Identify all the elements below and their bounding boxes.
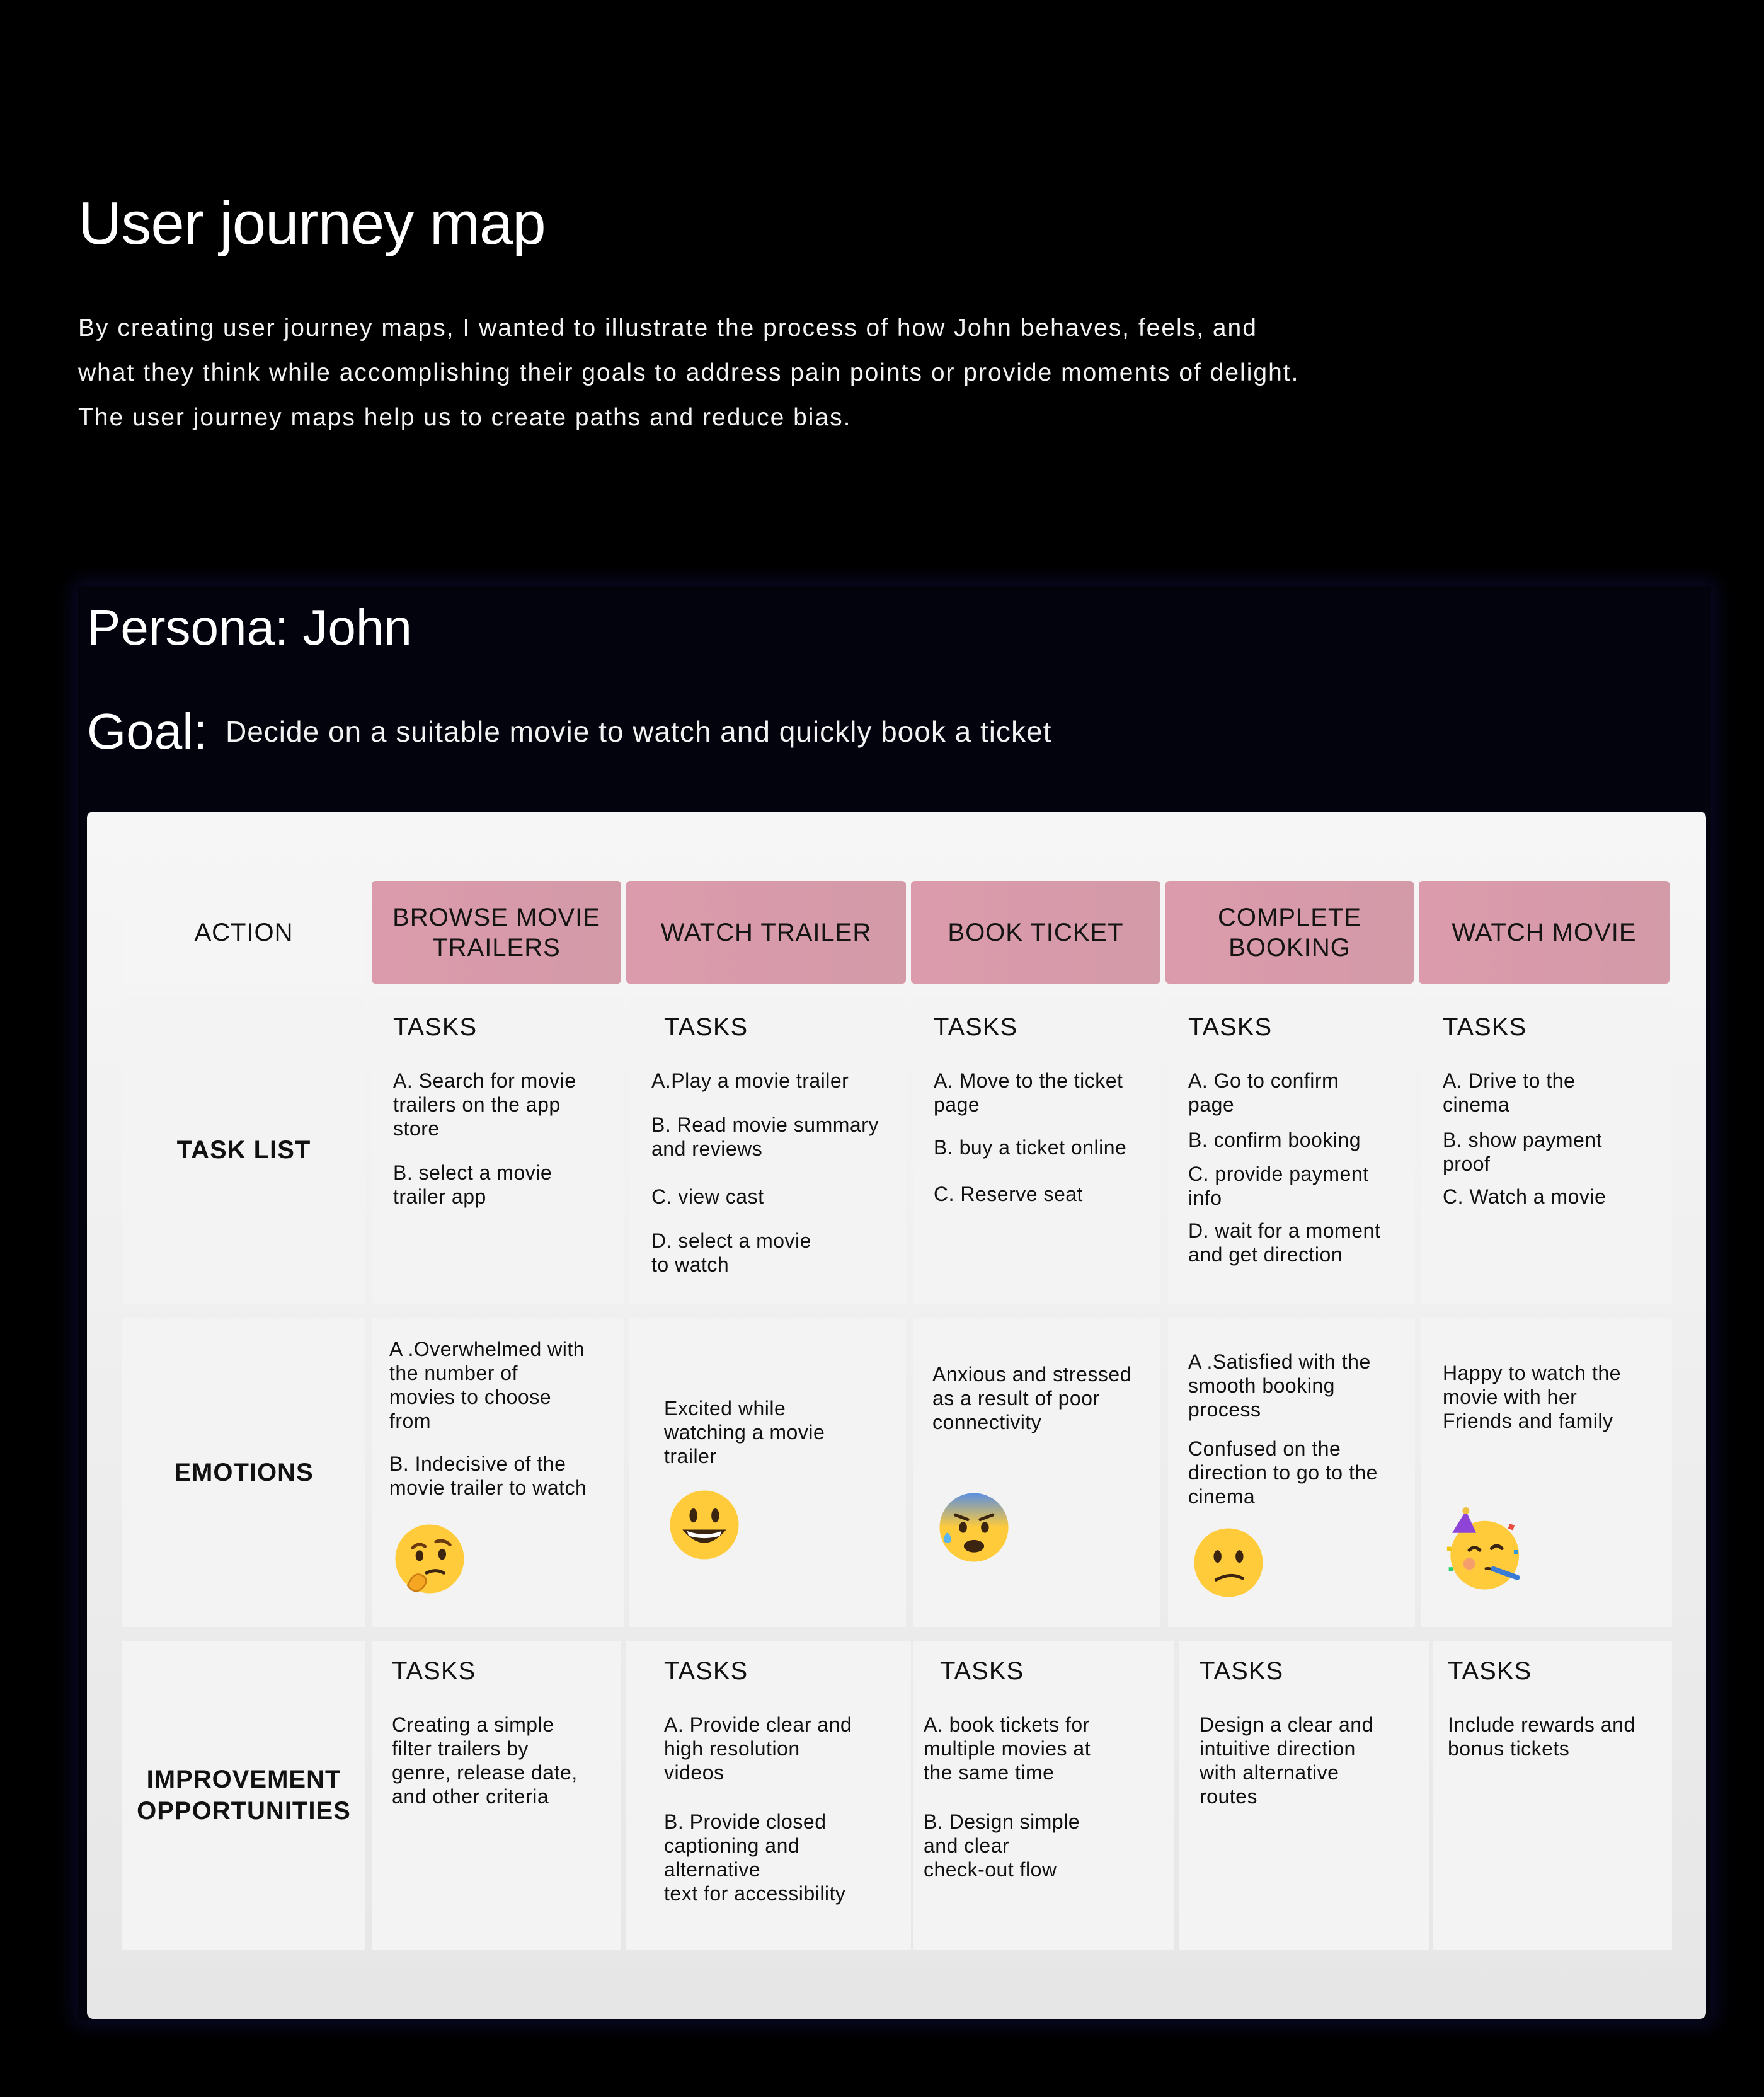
tasks-heading: TASKS	[392, 1657, 476, 1685]
improvement-text: B. Provide closed captioning and alternative text for accessibility	[664, 1810, 846, 1905]
task-list-cell	[1421, 996, 1672, 1304]
emotion-text: Happy to watch the movie with her Friends and family	[1443, 1362, 1621, 1432]
tasks-heading: TASKS	[393, 1013, 478, 1041]
task-item: C. Reserve seat	[934, 1183, 1083, 1205]
improvement-cell	[372, 1641, 621, 1950]
emotion-text: B. Indecisive of the movie trailer to watch	[389, 1452, 587, 1499]
emotion-text: Anxious and stressed as a result of poor connectivity	[932, 1363, 1131, 1433]
thinking-face-icon	[391, 1520, 469, 1598]
tasks-heading: TASKS	[1448, 1657, 1532, 1685]
tasks-heading: TASKS	[1443, 1013, 1527, 1041]
stage-watch-movie: WATCH MOVIE	[1419, 881, 1670, 984]
task-item: C. view cast	[651, 1185, 764, 1208]
row-label-task-list: TASK LIST	[122, 996, 365, 1304]
task-item: A.Play a movie trailer	[651, 1069, 849, 1092]
emotion-text: A .Overwhelmed with the number of movies to choose from	[389, 1338, 585, 1432]
task-list-cell	[372, 996, 624, 1304]
intro-paragraph: By creating user journey maps, I wanted to illustrate the process of how John behaves, feels, and what they think while accomplishing their goals to address pain points or provide moments of delight. The user journey maps help us to create paths and reduce bias.	[78, 314, 1300, 431]
improvement-text: A. Provide clear and high resolution videos	[664, 1713, 852, 1784]
emotion-text: Excited while watching a movie trailer	[664, 1397, 825, 1468]
task-list-cell	[1168, 996, 1415, 1304]
journey-map-card	[87, 812, 1706, 2019]
improvement-cell	[1179, 1641, 1429, 1950]
task-item: B. select a movie trailer app	[393, 1161, 553, 1208]
improvement-cell	[914, 1641, 1174, 1950]
emotion-text: Confused on the direction to go to the cinema	[1188, 1437, 1378, 1508]
goal-label: Goal:	[87, 703, 208, 759]
stage-book-ticket: BOOK TICKET	[911, 881, 1160, 984]
stage-browse-movie-trailers: BROWSE MOVIE TRAILERS	[372, 881, 621, 984]
task-item: B. Read movie summary and reviews	[651, 1113, 879, 1160]
task-item: D. select a movie to watch	[651, 1229, 811, 1276]
improvement-text: Creating a simple filter trailers by genre, release date, and other criteria	[392, 1713, 578, 1808]
task-item: A. Go to confirm page	[1188, 1069, 1339, 1116]
tasks-heading: TASKS	[940, 1657, 1024, 1685]
tasks-heading: TASKS	[934, 1013, 1018, 1041]
task-list-cell	[914, 996, 1160, 1304]
smiling-face-icon	[665, 1486, 743, 1564]
task-item: B. show payment proof	[1443, 1129, 1602, 1175]
row-label-action: ACTION	[122, 881, 365, 984]
task-item: B. confirm booking	[1188, 1129, 1361, 1151]
goal-text: Decide on a suitable movie to watch and quickly book a ticket	[226, 715, 1052, 748]
emotion-cell	[629, 1318, 906, 1627]
tasks-heading: TASKS	[1188, 1013, 1273, 1041]
tasks-heading: TASKS	[664, 1013, 748, 1041]
tasks-heading: TASKS	[664, 1657, 748, 1685]
improvement-text: A. book tickets for multiple movies at the same time	[924, 1713, 1091, 1784]
task-item: C. provide payment info	[1188, 1163, 1369, 1209]
confused-face-icon	[1189, 1524, 1268, 1602]
emotion-cell	[1168, 1318, 1415, 1627]
persona-title: Persona: John	[87, 599, 412, 655]
tasks-heading: TASKS	[1200, 1657, 1284, 1685]
task-item: A. Move to the ticket page	[934, 1069, 1123, 1116]
improvement-text: Include rewards and bonus tickets	[1448, 1713, 1635, 1760]
task-item: D. wait for a moment and get direction	[1188, 1219, 1381, 1266]
improvement-text: Design a clear and intuitive direction with alternative routes	[1200, 1713, 1373, 1808]
improvement-cell	[1433, 1641, 1672, 1950]
persona-panel	[78, 586, 1711, 2020]
improvement-text: B. Design simple and clear check-out flow	[924, 1810, 1080, 1881]
task-item: A. Drive to the cinema	[1443, 1069, 1576, 1116]
emotion-cell	[1421, 1318, 1672, 1627]
task-item: C. Watch a movie	[1443, 1185, 1606, 1208]
task-item: B. buy a ticket online	[934, 1136, 1127, 1159]
emotion-text: A .Satisfied with the smooth booking process	[1188, 1350, 1371, 1421]
party-face-icon	[1440, 1507, 1526, 1593]
anxious-sweat-face-icon	[935, 1488, 1013, 1566]
task-item: A. Search for movie trailers on the app store	[393, 1069, 576, 1140]
page-title: User journey map	[78, 190, 546, 257]
stage-watch-trailer: WATCH TRAILER	[626, 881, 906, 984]
improvement-cell	[626, 1641, 911, 1950]
task-list-cell	[629, 996, 906, 1304]
row-label-improvement-opportunities: IMPROVEMENT OPPORTUNITIES	[122, 1641, 365, 1950]
emotion-cell	[372, 1318, 624, 1627]
row-label-emotions: EMOTIONS	[122, 1318, 365, 1627]
stage-complete-booking: COMPLETE BOOKING	[1166, 881, 1414, 984]
emotion-cell	[914, 1318, 1160, 1627]
